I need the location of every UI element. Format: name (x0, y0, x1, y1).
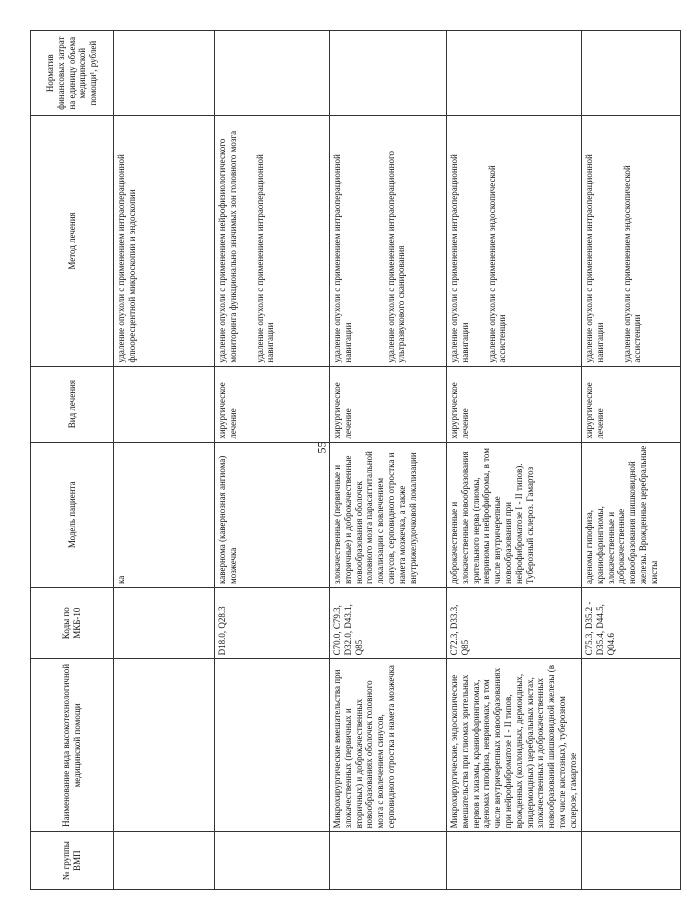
header-norm: Норматив финансовых затрат на единицу объема медицинской помощи¹, рублей (31, 31, 114, 116)
cell-treatment-type: хирургическое лечение (215, 366, 330, 442)
cell-name (582, 659, 681, 832)
cell-codes: C72.3, D33.3, Q85 (447, 587, 582, 658)
cell-name: Микрохирургические, эндоскопические вмешательства при глиомах зрительных нервов и хиазмы, краниофарингиомах, аденомах гипофиза, невриномах, в том числе внутричерепных новообразованиях при нейрофиброматозе I - II типов, врожденных (коллоидных, дермоидных, эпидермоидных) церебральных кистах, злокачественных и доброкачественных новообразований шишковидной железы (в том числе кистозных), туберозном склерозе, гамартозе (447, 659, 582, 832)
cell-group (215, 832, 330, 890)
method-item: удаление опухоли с применением интраоперационного ультразвукового сканирования (385, 151, 407, 363)
cell-treatment-type: хирургическое лечение (330, 366, 447, 442)
cell-treatment-type (114, 366, 215, 442)
cell-methods (582, 116, 681, 366)
cell-norm (215, 31, 330, 116)
method-item: удаление опухоли с применением интраоперационной навигации (254, 154, 276, 363)
table-row (447, 31, 582, 890)
cell-norm (447, 31, 582, 116)
method-spacer (354, 119, 370, 362)
header-group: № группы ВМП (31, 832, 114, 890)
method-item: удаление опухоли с применением интраоперационной навигации (449, 154, 470, 363)
method-spacer (471, 119, 487, 362)
cell-codes: C75.3, D35.2 - D35.4, D44.5, Q04.6 (582, 587, 681, 658)
table-row (215, 31, 330, 890)
cell-methods (215, 116, 330, 366)
cell-group (582, 832, 681, 890)
cell-codes: D18.0, Q28.3 (215, 587, 330, 658)
header-treatment-type: Вид лечения (31, 366, 114, 442)
cell-group (114, 832, 215, 890)
header-name: Наименование вида высокотехнологичной медицинской помощи (31, 659, 114, 832)
method-item: удаление опухоли с применением эндоскопической ассистенции (621, 165, 643, 363)
method-item: удаление опухоли с применением интраоперационной навигации (584, 154, 605, 363)
rotated-table-container (30, 30, 659, 890)
method-spacer (239, 119, 255, 362)
cell-treatment-type: хирургическое лечение (447, 366, 582, 442)
table-row (330, 31, 447, 890)
cell-norm (330, 31, 447, 116)
method-item: удаление опухоли с применением нейрофизиологического мониторинга функционально значимых зон головного мозга (217, 130, 238, 363)
cell-group (447, 832, 582, 890)
cell-norm (582, 31, 681, 116)
cell-name (215, 659, 330, 832)
cell-codes: C70.0, C79.3, D32.0, D43.1, Q85 (330, 587, 447, 658)
table-row (114, 31, 215, 890)
cell-model: ка (114, 442, 215, 587)
method-item: удаление опухоли с применением интраоперационной флюоресцентной микроскопии и эндоскопии (116, 154, 137, 363)
cell-methods (447, 116, 582, 366)
table-row (582, 31, 681, 890)
method-item: удаление опухоли с применением интраоперационной навигации (332, 154, 353, 363)
table-header-row (31, 31, 114, 890)
header-codes: Коды по МКБ-10 (31, 587, 114, 658)
cell-name (114, 659, 215, 832)
page-number: 55 (314, 441, 329, 454)
method-spacer (370, 119, 386, 362)
cell-model: аденомы гипофиза, краниофарингиомы, злокачественные и доброкачественные новообразования шишковидной железы. Врожденные церебральные кисты (582, 442, 681, 587)
cell-model: злокачественные (первичные и вторичные) и доброкачественные новообразования оболочек головного мозга парасаггитальной локализации с вовлечением синусов, серповидного отростка и намета мозжечка, а также внутрижелудочковой локализации (330, 442, 447, 587)
cell-group (330, 832, 447, 890)
cell-model: доброкачественные и злокачественные новообразования зрительного нерва (глиомы, невриномы и нейрофибромы, в том числе внутричерепные новообразования при нейрофиброматозе I - II типов). Туберозный склероз. Гамартоз (447, 442, 582, 587)
cell-methods (114, 116, 215, 366)
header-model: Модель пациента (31, 442, 114, 587)
cell-model: кавернома (кавернозная ангиома) мозжечка (215, 442, 330, 587)
cell-norm (114, 31, 215, 116)
cell-methods (330, 116, 447, 366)
cell-treatment-type: хирургическое лечение (582, 366, 681, 442)
cell-name: Микрохирургические вмешательства при злокачественных (первичных и вторичных) и доброкачественных новообразованиях оболочек головного мозга с вовлечением синусов, серповидного отростка и намета мозжечка (330, 659, 447, 832)
cell-codes (114, 587, 215, 658)
method-item: удаление опухоли с применением эндоскопической ассистенции (486, 165, 508, 363)
vmp-table (30, 30, 681, 890)
method-spacer (606, 119, 622, 362)
header-methods: Метод лечения (31, 116, 114, 366)
